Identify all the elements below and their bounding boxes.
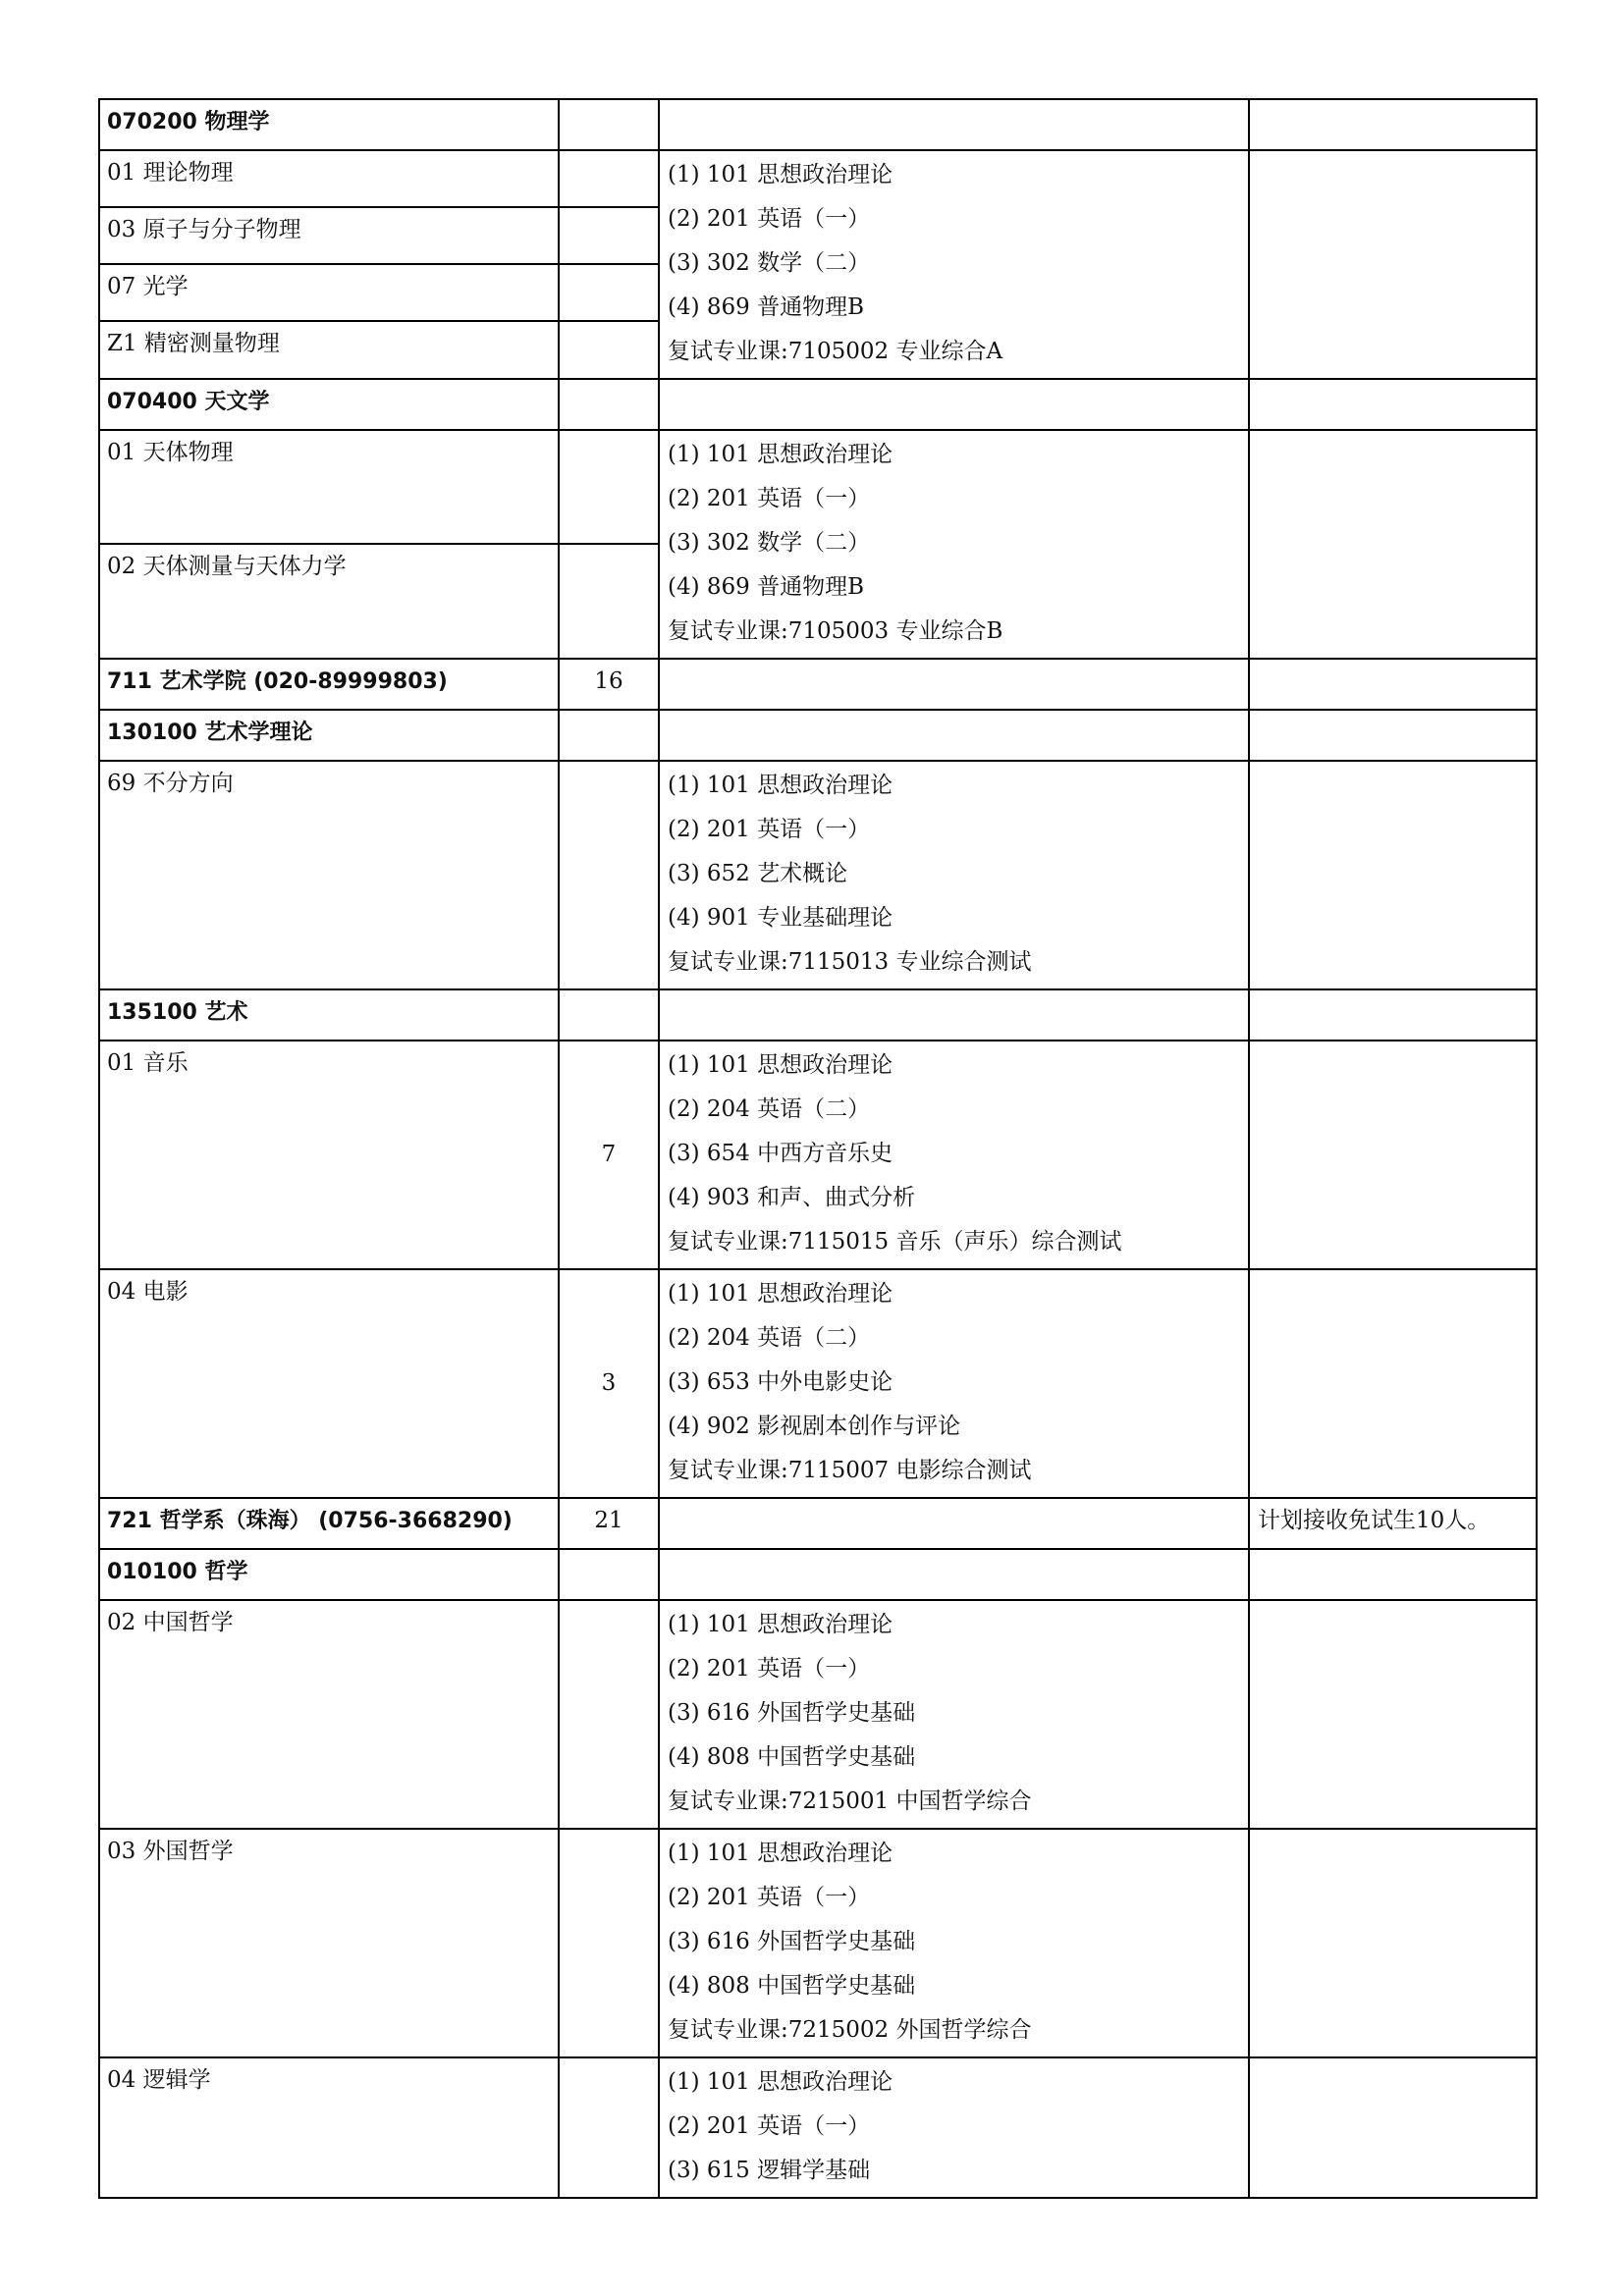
subjects-cell — [659, 989, 1249, 1041]
table-row — [99, 1269, 1537, 1498]
remark-cell — [1249, 2057, 1537, 2198]
direction-cell — [99, 2057, 559, 2198]
quota-cell — [559, 1829, 659, 2057]
table-row — [99, 1600, 1537, 1829]
quota-cell — [559, 710, 659, 761]
quota-cell: 21 — [559, 1498, 659, 1549]
remark-cell: 计划接收免试生10人。 — [1249, 1498, 1537, 1549]
exam-subject: (3) 302 数学（二） — [668, 530, 871, 556]
exam-subject: 复试专业课:7105002 专业综合A — [668, 339, 1003, 364]
table-row — [99, 659, 1537, 710]
program-header: 130100 艺术学理论 — [99, 710, 559, 761]
direction-cell — [99, 264, 559, 321]
direction-cell — [99, 430, 559, 544]
exam-subject: (1) 101 思想政治理论 — [668, 2069, 893, 2095]
table-row — [99, 1829, 1537, 2057]
table-row — [99, 379, 1537, 430]
remark-cell — [1249, 379, 1537, 430]
subjects-cell — [659, 1498, 1249, 1549]
exam-subject: 复试专业课:7215002 外国哲学综合 — [668, 2017, 1032, 2043]
exam-subject: (1) 101 思想政治理论 — [668, 1841, 893, 1866]
direction-name: 01 天体物理 — [107, 440, 234, 465]
exam-subject: (4) 903 和声、曲式分析 — [668, 1185, 916, 1210]
quota-cell — [559, 150, 659, 207]
table-row — [99, 1498, 1537, 1549]
subjects-cell — [659, 710, 1249, 761]
exam-subject: (3) 654 中西方音乐史 — [668, 1141, 893, 1166]
direction-name: 04 逻辑学 — [107, 2067, 211, 2093]
remark-cell — [1249, 99, 1537, 150]
exam-subject: (3) 653 中外电影史论 — [668, 1369, 893, 1395]
remark-cell — [1249, 761, 1537, 989]
subjects-cell — [659, 430, 1249, 659]
subjects-cell — [659, 99, 1249, 150]
subjects-cell — [659, 2057, 1249, 2198]
exam-subject: (4) 808 中国哲学史基础 — [668, 1973, 916, 1999]
exam-subject: (2) 201 英语（一） — [668, 206, 871, 232]
exam-subject: (4) 808 中国哲学史基础 — [668, 1744, 916, 1770]
table-row — [99, 1549, 1537, 1600]
subjects-cell — [659, 379, 1249, 430]
quota-cell — [559, 989, 659, 1041]
exam-subject: 复试专业课:7105003 专业综合B — [668, 618, 1003, 644]
program-header: 721 哲学系（珠海） (0756-3668290) — [99, 1498, 559, 1549]
subjects-cell — [659, 1041, 1249, 1269]
direction-cell — [99, 207, 559, 264]
direction-cell — [99, 761, 559, 989]
direction-name: Z1 精密测量物理 — [107, 331, 280, 356]
subjects-cell — [659, 761, 1249, 989]
direction-cell — [99, 544, 559, 659]
exam-subject: (4) 869 普通物理B — [668, 294, 865, 320]
table-row — [99, 761, 1537, 989]
table-row — [99, 989, 1537, 1041]
exam-subject: (4) 902 影视剧本创作与评论 — [668, 1414, 961, 1439]
direction-name: 02 天体测量与天体力学 — [107, 554, 347, 579]
program-header: 135100 艺术 — [99, 989, 559, 1041]
exam-subject: (1) 101 思想政治理论 — [668, 1052, 893, 1078]
quota-cell: 7 — [559, 1041, 659, 1269]
exam-subject: (1) 101 思想政治理论 — [668, 442, 893, 467]
remark-cell — [1249, 150, 1537, 379]
exam-subject: (3) 302 数学（二） — [668, 250, 871, 276]
direction-name: 69 不分方向 — [107, 771, 234, 796]
exam-subject: (1) 101 思想政治理论 — [668, 1281, 893, 1307]
exam-subject: (4) 869 普通物理B — [668, 574, 865, 600]
table-row — [99, 1041, 1537, 1269]
exam-subject: 复试专业课:7215001 中国哲学综合 — [668, 1789, 1032, 1814]
exam-subject: (1) 101 思想政治理论 — [668, 773, 893, 798]
remark-cell — [1249, 1041, 1537, 1269]
direction-name: 03 原子与分子物理 — [107, 217, 301, 242]
subjects-cell — [659, 150, 1249, 379]
subjects-cell — [659, 1600, 1249, 1829]
exam-subject: 复试专业课:7115013 专业综合测试 — [668, 949, 1032, 975]
subjects-cell — [659, 659, 1249, 710]
exam-subject: (2) 201 英语（一） — [668, 2113, 871, 2139]
program-header: 711 艺术学院 (020-89999803) — [99, 659, 559, 710]
remark-cell — [1249, 710, 1537, 761]
direction-cell — [99, 1829, 559, 2057]
quota-cell — [559, 321, 659, 379]
program-header: 010100 哲学 — [99, 1549, 559, 1600]
direction-name: 01 音乐 — [107, 1050, 189, 1076]
subjects-cell — [659, 1549, 1249, 1600]
remark-cell — [1249, 989, 1537, 1041]
quota-cell — [559, 1600, 659, 1829]
quota-cell: 3 — [559, 1269, 659, 1498]
exam-subject: (4) 901 专业基础理论 — [668, 905, 893, 931]
remark-cell — [1249, 1600, 1537, 1829]
remark-cell — [1249, 1829, 1537, 2057]
table-row — [99, 2057, 1537, 2198]
direction-name: 02 中国哲学 — [107, 1610, 234, 1635]
exam-subject: (3) 616 外国哲学史基础 — [668, 1929, 916, 1954]
direction-name: 07 光学 — [107, 274, 189, 299]
quota-cell — [559, 1549, 659, 1600]
exam-subject: (2) 201 英语（一） — [668, 1656, 871, 1682]
direction-name: 04 电影 — [107, 1279, 189, 1305]
quota-cell — [559, 379, 659, 430]
remark-cell — [1249, 1269, 1537, 1498]
direction-cell — [99, 1269, 559, 1498]
remark-cell — [1249, 1549, 1537, 1600]
quota-cell — [559, 207, 659, 264]
direction-cell — [99, 1600, 559, 1829]
table-row — [99, 150, 1537, 207]
program-header: 070400 天文学 — [99, 379, 559, 430]
exam-subject: (1) 101 思想政治理论 — [668, 162, 893, 187]
direction-name: 01 理论物理 — [107, 160, 234, 186]
quota-cell — [559, 2057, 659, 2198]
enrollment-table — [98, 98, 1538, 2199]
exam-subject: (3) 652 艺术概论 — [668, 861, 848, 886]
direction-cell — [99, 321, 559, 379]
remark-cell — [1249, 430, 1537, 659]
exam-subject: (2) 204 英语（二） — [668, 1096, 871, 1122]
direction-name: 03 外国哲学 — [107, 1839, 234, 1864]
direction-cell — [99, 150, 559, 207]
table-body — [99, 99, 1537, 2198]
table-row — [99, 710, 1537, 761]
subjects-cell — [659, 1829, 1249, 2057]
remark-cell — [1249, 659, 1537, 710]
program-header: 070200 物理学 — [99, 99, 559, 150]
quota-cell — [559, 99, 659, 150]
quota-cell: 16 — [559, 659, 659, 710]
exam-subject: (2) 201 英语（一） — [668, 1885, 871, 1910]
quota-cell — [559, 264, 659, 321]
table-row — [99, 430, 1537, 544]
exam-subject: (2) 201 英语（一） — [668, 486, 871, 511]
exam-subject: 复试专业课:7115015 音乐（声乐）综合测试 — [668, 1229, 1122, 1255]
exam-subject: (3) 616 外国哲学史基础 — [668, 1700, 916, 1726]
direction-cell — [99, 1041, 559, 1269]
quota-cell — [559, 761, 659, 989]
table-row — [99, 99, 1537, 150]
exam-subject: (2) 204 英语（二） — [668, 1325, 871, 1351]
quota-cell — [559, 430, 659, 544]
exam-subject: (1) 101 思想政治理论 — [668, 1612, 893, 1637]
exam-subject: 复试专业课:7115007 电影综合测试 — [668, 1458, 1032, 1483]
quota-cell — [559, 544, 659, 659]
exam-subject: (3) 615 逻辑学基础 — [668, 2158, 871, 2183]
subjects-cell — [659, 1269, 1249, 1498]
exam-subject: (2) 201 英语（一） — [668, 817, 871, 842]
